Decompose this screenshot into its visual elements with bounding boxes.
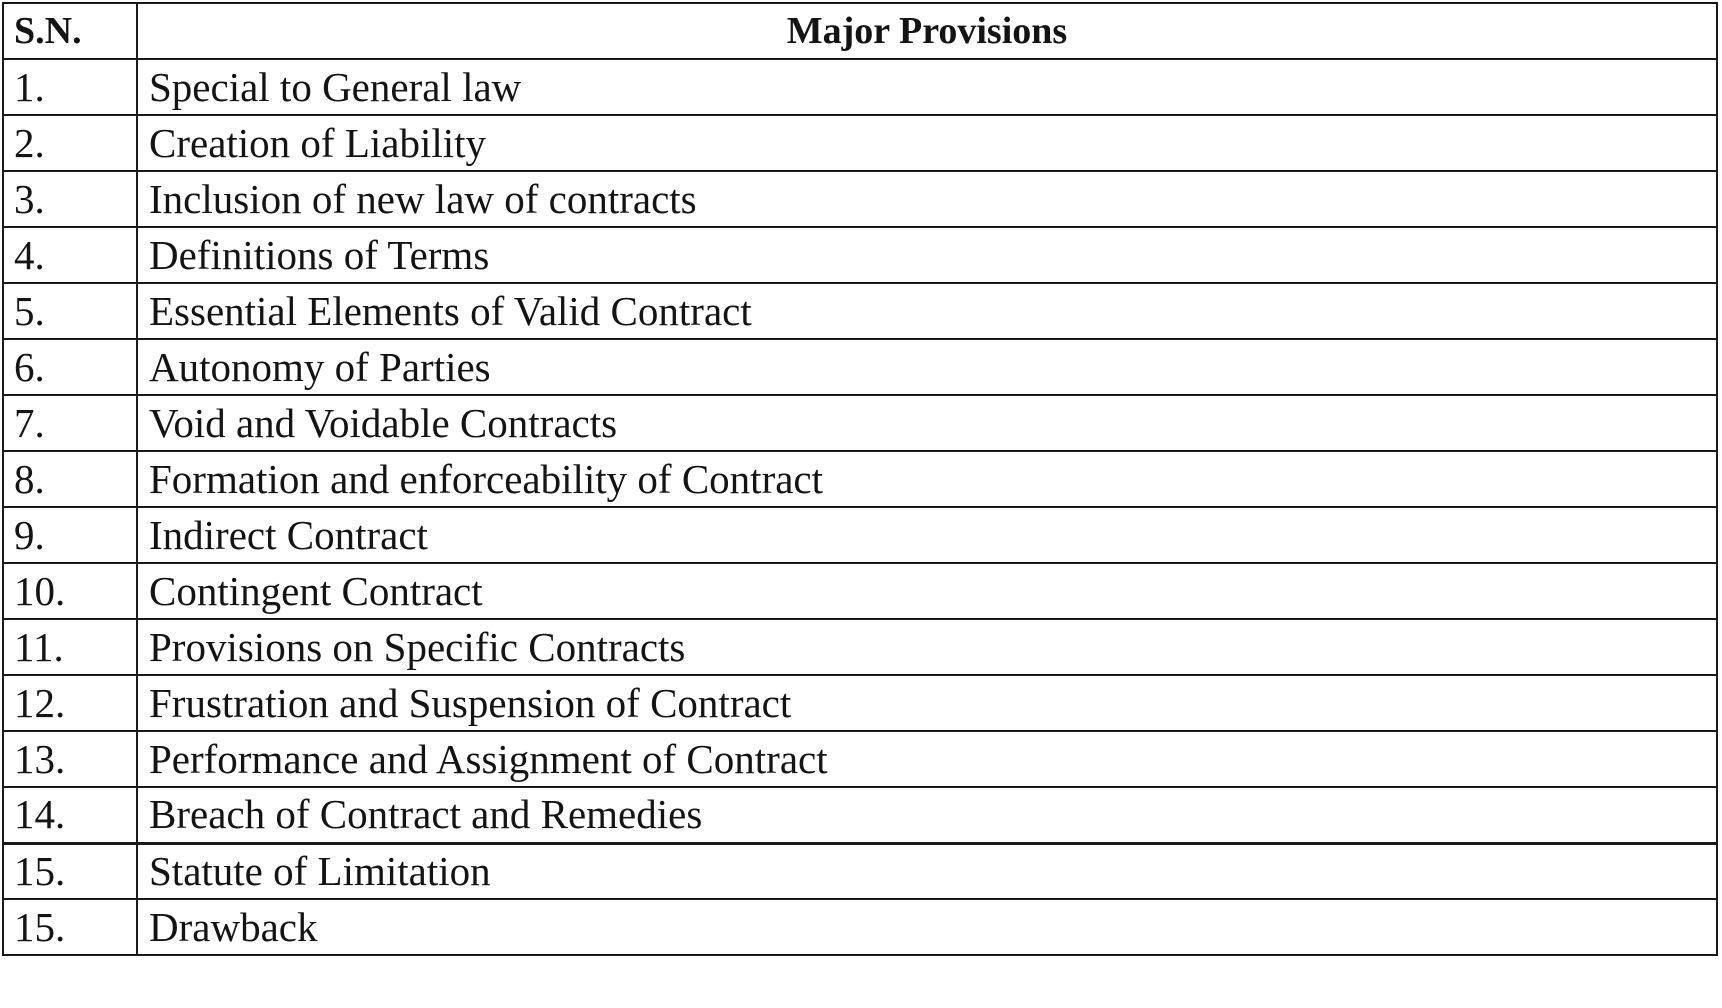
provision-cell: Definitions of Terms	[137, 227, 1717, 283]
table-row	[3, 451, 1717, 507]
table-row	[3, 227, 1717, 283]
table-row	[3, 731, 1717, 787]
table-row	[3, 787, 1717, 843]
column-header-sn: S.N.	[3, 3, 137, 59]
serial-number-cell: 4.	[3, 227, 137, 283]
provision-cell: Frustration and Suspension of Contract	[137, 675, 1717, 731]
serial-number-cell: 3.	[3, 171, 137, 227]
provision-cell: Drawback	[137, 899, 1717, 955]
table-row	[3, 507, 1717, 563]
serial-number-cell: 14.	[3, 787, 137, 843]
serial-number-cell: 13.	[3, 731, 137, 787]
table-row	[3, 115, 1717, 171]
serial-number-cell: 1.	[3, 59, 137, 115]
provision-cell: Breach of Contract and Remedies	[137, 787, 1717, 843]
table-row	[3, 675, 1717, 731]
provision-cell: Statute of Limitation	[137, 843, 1717, 899]
provision-cell: Special to General law	[137, 59, 1717, 115]
column-header-major-provisions: Major Provisions	[137, 3, 1717, 59]
provision-cell: Inclusion of new law of contracts	[137, 171, 1717, 227]
serial-number-cell: 12.	[3, 675, 137, 731]
table-body	[3, 59, 1717, 955]
provision-cell: Contingent Contract	[137, 563, 1717, 619]
serial-number-cell: 15.	[3, 843, 137, 899]
provisions-table-container	[2, 2, 1718, 956]
provision-cell: Creation of Liability	[137, 115, 1717, 171]
serial-number-cell: 2.	[3, 115, 137, 171]
serial-number-cell: 9.	[3, 507, 137, 563]
provision-cell: Performance and Assignment of Contract	[137, 731, 1717, 787]
table-row	[3, 395, 1717, 451]
table-row	[3, 59, 1717, 115]
serial-number-cell: 8.	[3, 451, 137, 507]
table-row	[3, 563, 1717, 619]
major-provisions-table	[2, 2, 1718, 956]
table-row	[3, 843, 1717, 899]
serial-number-cell: 11.	[3, 619, 137, 675]
table-header	[3, 3, 1717, 59]
table-row	[3, 339, 1717, 395]
header-row	[3, 3, 1717, 59]
provision-cell: Essential Elements of Valid Contract	[137, 283, 1717, 339]
provision-cell: Provisions on Specific Contracts	[137, 619, 1717, 675]
table-row	[3, 619, 1717, 675]
serial-number-cell: 5.	[3, 283, 137, 339]
serial-number-cell: 15.	[3, 899, 137, 955]
provision-cell: Autonomy of Parties	[137, 339, 1717, 395]
provision-cell: Formation and enforceability of Contract	[137, 451, 1717, 507]
serial-number-cell: 10.	[3, 563, 137, 619]
table-row	[3, 171, 1717, 227]
table-row	[3, 899, 1717, 955]
serial-number-cell: 6.	[3, 339, 137, 395]
provision-cell: Indirect Contract	[137, 507, 1717, 563]
provision-cell: Void and Voidable Contracts	[137, 395, 1717, 451]
serial-number-cell: 7.	[3, 395, 137, 451]
table-row	[3, 283, 1717, 339]
